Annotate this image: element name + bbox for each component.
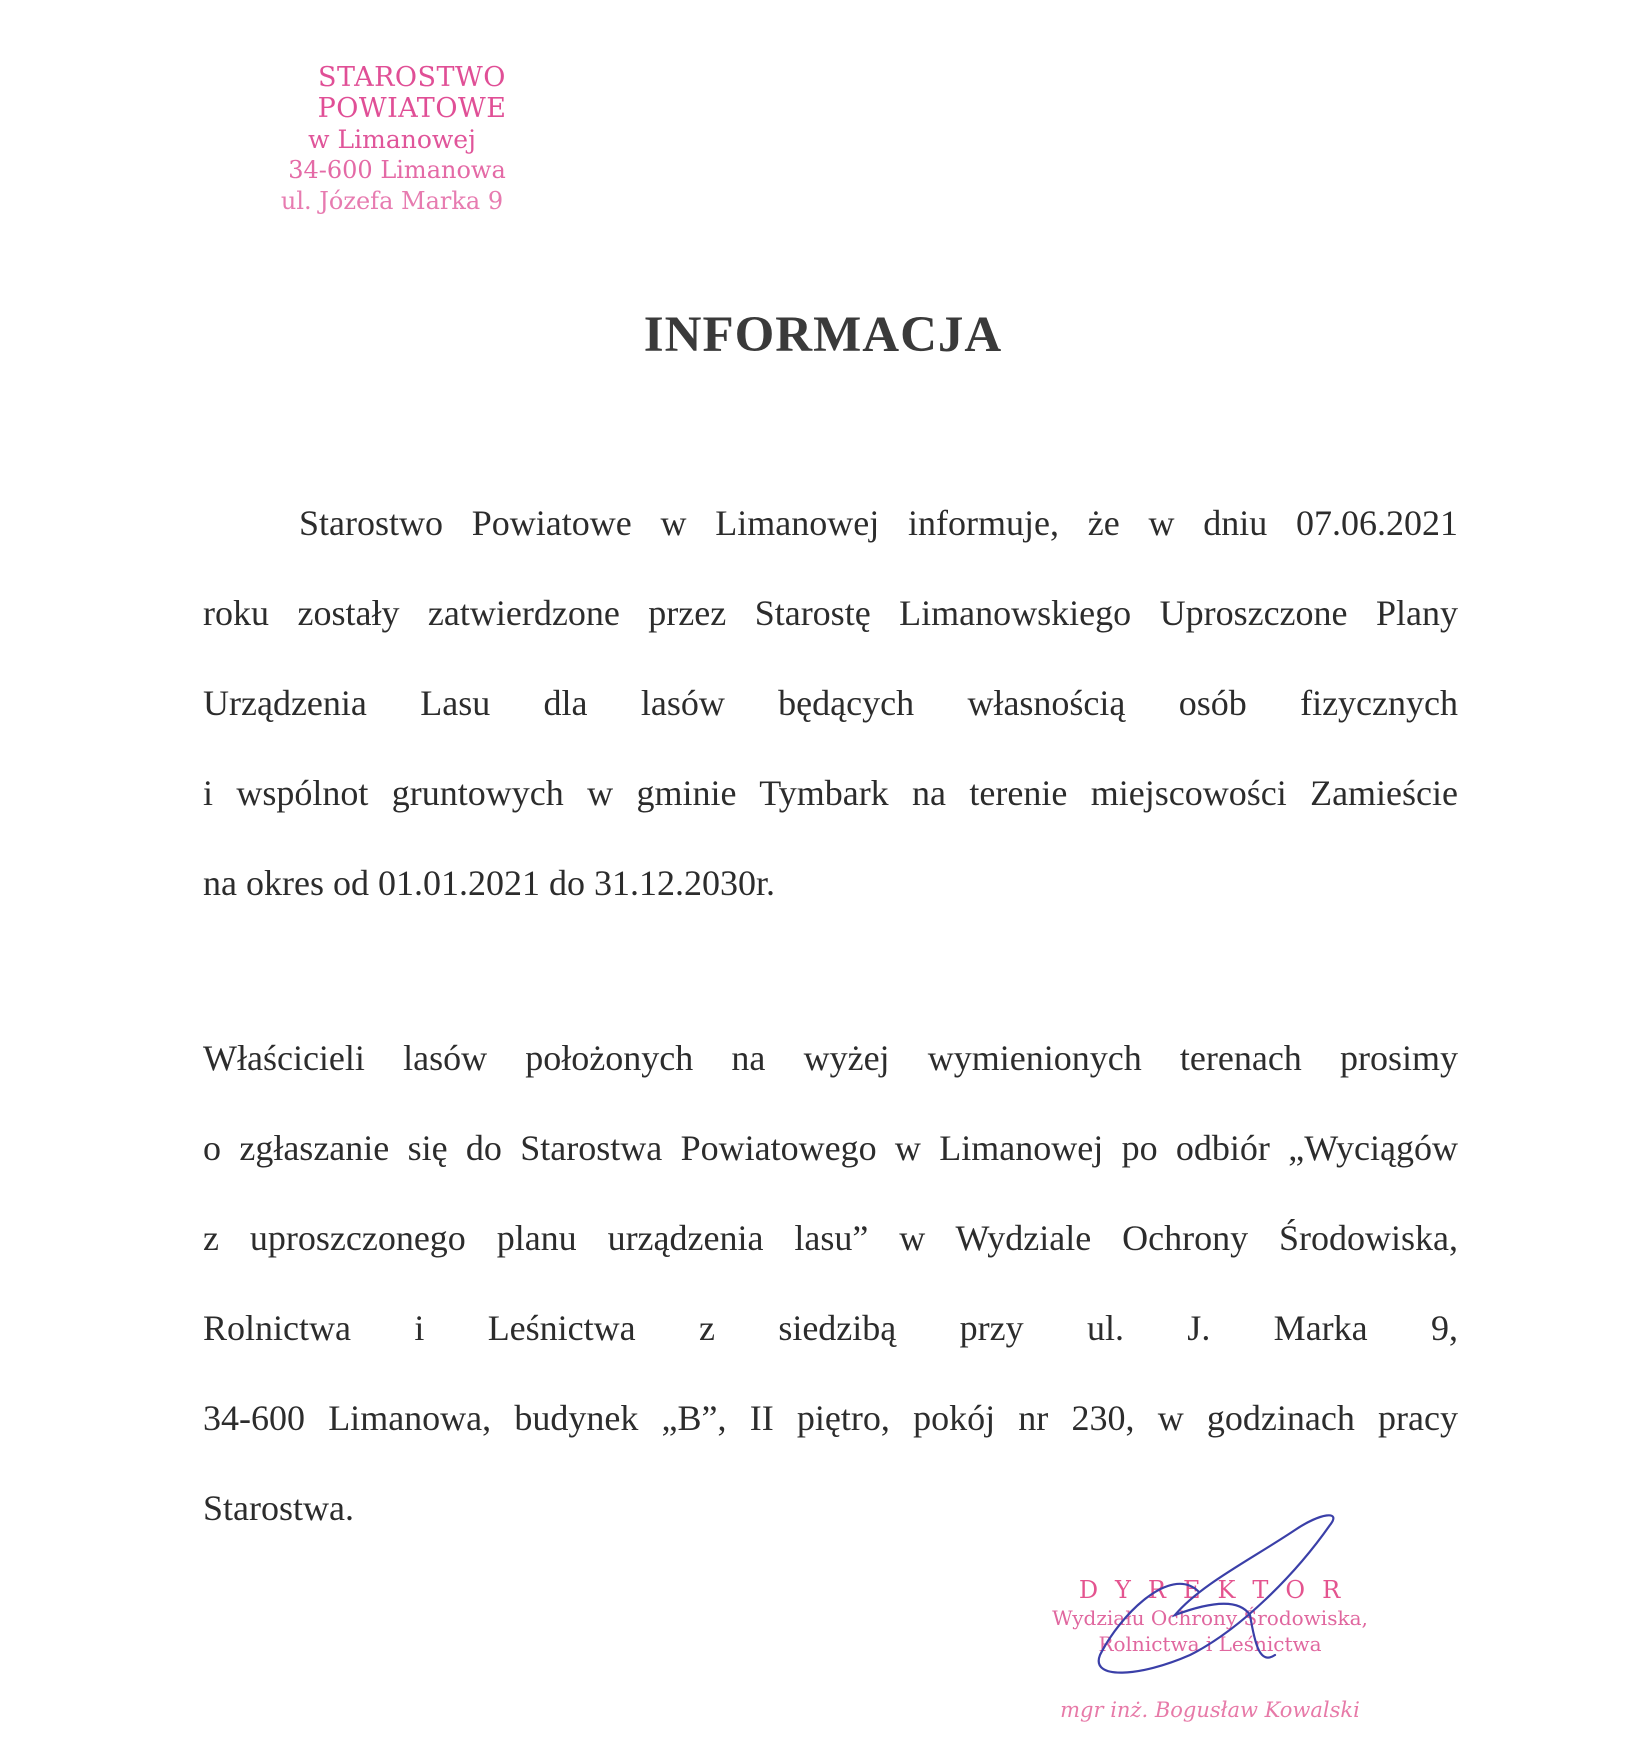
director-title: DYREKTOR <box>1078 1576 1358 1604</box>
paragraph-request <box>203 1013 1458 1553</box>
paragraph-line: o zgłaszanie się do Starostwa Powiatowego w Limanowej po odbiór „Wyciągów <box>203 1128 1458 1168</box>
paragraph-line: roku zostały zatwierdzone przez Starostę Limanowskiego Uproszczone Plany <box>203 593 1458 633</box>
paragraph-line: na okres od 01.01.2021 do 31.12.2030r. <box>203 863 775 903</box>
paragraph-line: Urządzenia Lasu dla lasów będących własnością osób fizycznych <box>203 683 1458 723</box>
paragraph-line: Starostwa. <box>203 1488 354 1528</box>
stamp-line-1: STAROSTWO POWIATOWE <box>317 62 507 124</box>
document-title: INFORMACJA <box>643 307 1003 363</box>
director-stamp <box>1030 1575 1390 1723</box>
paragraph-line: i wspólnot gruntowych w gminie Tymbark na terenie miejscowości Zamieście <box>203 773 1458 813</box>
paragraph-line: Starostwo Powiatowe w Limanowej informuje, że w dniu 07.06.2021 <box>299 503 1458 543</box>
department-line-1: Wydziału Ochrony Środowiska, <box>1052 1606 1368 1630</box>
paragraph-line: 34-600 Limanowa, budynek „B”, II piętro, pokój nr 230, w godzinach pracy <box>203 1398 1458 1438</box>
paragraph-announcement <box>203 478 1458 928</box>
paragraph-line: z uproszczonego planu urządzenia lasu” w Wydziale Ochrony Środowiska, <box>203 1218 1458 1258</box>
director-name: mgr inż. Bogusław Kowalski <box>1060 1698 1360 1722</box>
stamp-line-3: 34-600 Limanowa <box>288 156 506 184</box>
department-line-2: Rolnictwa i Leśnictwa <box>1098 1632 1322 1656</box>
stamp-line-4: ul. Józefa Marka 9 <box>280 187 504 215</box>
paragraph-line: Rolnictwa i Leśnictwa z siedzibą przy ul. J. Marka 9, <box>203 1308 1458 1348</box>
paragraph-line: Właścicieli lasów położonych na wyżej wymienionych terenach prosimy <box>203 1038 1458 1078</box>
stamp-line-2: w Limanowej <box>308 125 476 154</box>
office-stamp <box>222 62 602 217</box>
